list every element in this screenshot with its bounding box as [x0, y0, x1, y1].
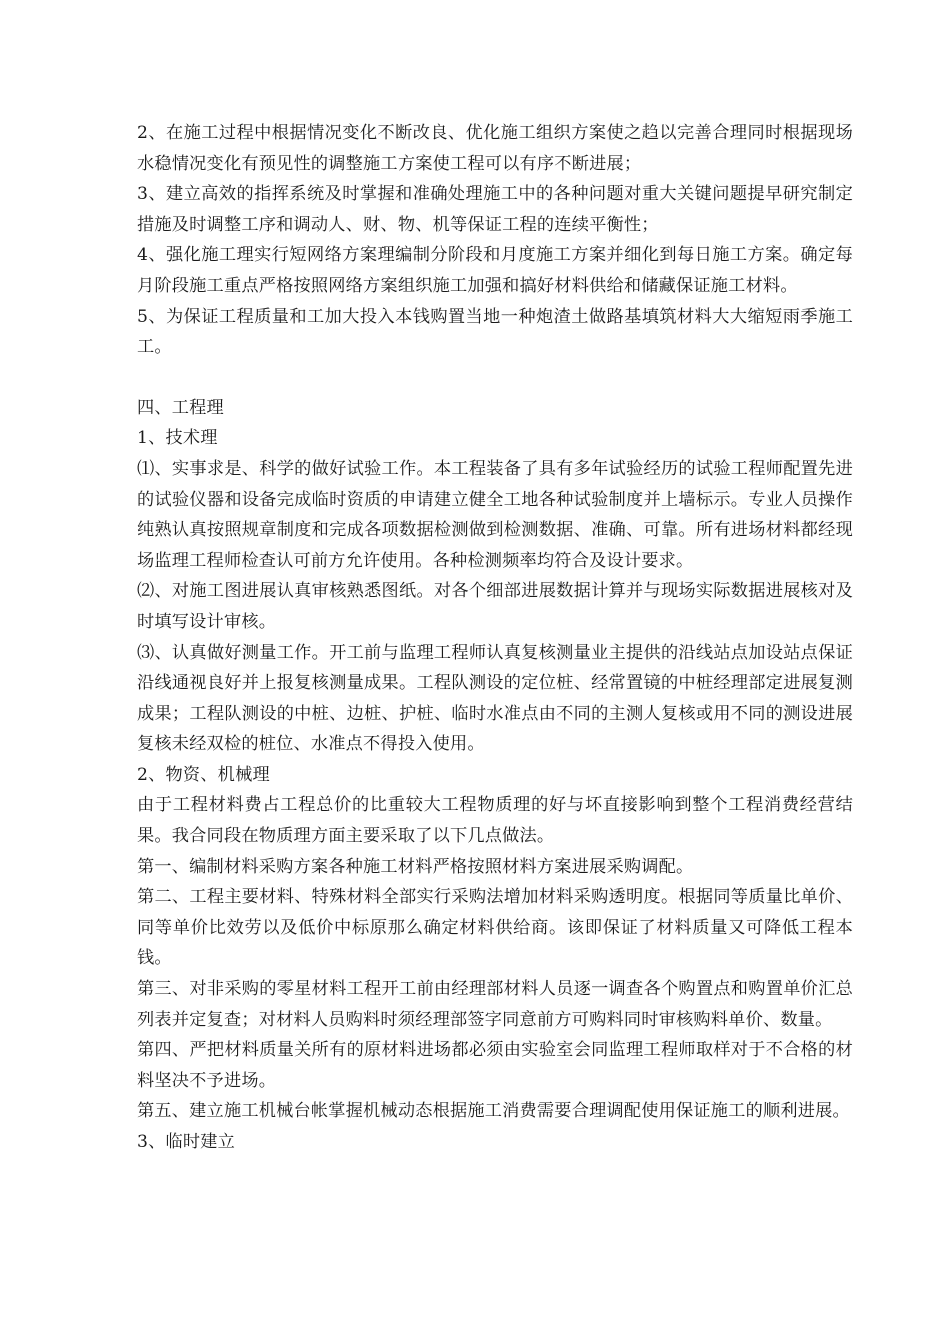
paragraph-item-5: 5、为保证工程质量和工加大投入本钱购置当地一种炮渣土做路基填筑材料大大缩短雨季施工工。 — [137, 306, 853, 358]
subheading-technical-management: 1、技术理 — [137, 428, 218, 449]
paragraph-measure-third: 第三、对非采购的零星材料工程开工前由经理部材料人员逐一调查各个购置点和购置单价汇总列表并定复查；对材料人员购料时须经理部签字同意前方可购料同时审核购料单价、数量。 — [137, 979, 853, 1030]
paragraph-item-4: 4、强化施工理实行短网络方案理编制分阶段和月度施工方案并细化到每日施工方案。确定每月阶段施工重点严格按照网络方案组织施工加强和搞好材料供给和储藏保证施工材料。 — [137, 245, 853, 296]
paragraph-testing-work: ⑴、实事求是、科学的做好试验工作。本工程装备了具有多年试验经历的试验工程师配置先进的试验仪器和设备完成临时资质的申请建立健全工地各种试验制度并上墙标示。专业人员操作纯熟认真按照规章制度和完成各项数据检测做到检测数据、准确、可靠。所有进场材料都经现场监理工程师检查认可前方允许使用。各种检测频率均符合及设计要求。 — [137, 458, 853, 571]
document-body — [137, 118, 853, 1158]
paragraph-measure-fourth: 第四、严把材料质量关所有的原材料进场都必须由实验室会同监理工程师取样对于不合格的材料坚决不予进场。 — [137, 1040, 853, 1091]
paragraph-measure-first: 第一、编制材料采购方案各种施工材料严格按照材料方案进展采购调配。 — [137, 856, 694, 877]
paragraph-survey-work: ⑶、认真做好测量工作。开工前与监理工程师认真复核测量业主提供的沿线站点加设站点保证沿线通视良好并上报复核测量成果。工程队测设的定位桩、经常置镜的中桩经理部定进展复测成果；工程队测设的中桩、边桩、护桩、临时水准点由不同的主测人复核或用不同的测设进展复核未经双检的桩位、水准点不得投入使用。 — [137, 642, 853, 755]
paragraph-spacer — [137, 363, 853, 393]
paragraph-drawing-review: ⑵、对施工图进展认真审核熟悉图纸。对各个细部进展数据计算并与现场实际数据进展核对及时填写设计审核。 — [137, 581, 853, 632]
paragraph-materials-intro: 由于工程材料费占工程总价的比重较大工程物质理的好与坏直接影响到整个工程消费经营结果。我合同段在物质理方面主要采取了以下几点做法。 — [137, 795, 853, 847]
paragraph-item-3: 3、建立高效的指挥系统及时掌握和准确处理施工中的各种问题对重大关键问题提早研究制定措施及时调整工序和调动人、财、物、机等保证工程的连续平衡性； — [137, 184, 853, 235]
paragraph-item-2: 2、在施工过程中根据情况变化不断改良、优化施工组织方案使之趋以完善合理同时根据现场水稳情况变化有预见性的调整施工方案使工程可以有序不断进展； — [137, 123, 853, 174]
section-heading: 四、工程理 — [137, 397, 224, 418]
paragraph-measure-fifth: 第五、建立施工机械台帐掌握机械动态根据施工消费需要合理调配使用保证施工的顺利进展。 — [137, 1101, 850, 1122]
paragraph-measure-second: 第二、工程主要材料、特殊材料全部实行采购法增加材料采购透明度。根据同等质量比单价、同等单价比效劳以及低价中标原那么确定材料供给商。该即保证了材料质量又可降低工程本钱。 — [137, 887, 853, 969]
subheading-materials-machinery: 2、物资、机械理 — [137, 764, 270, 785]
subheading-temporary-construction: 3、临时建立 — [137, 1132, 236, 1152]
